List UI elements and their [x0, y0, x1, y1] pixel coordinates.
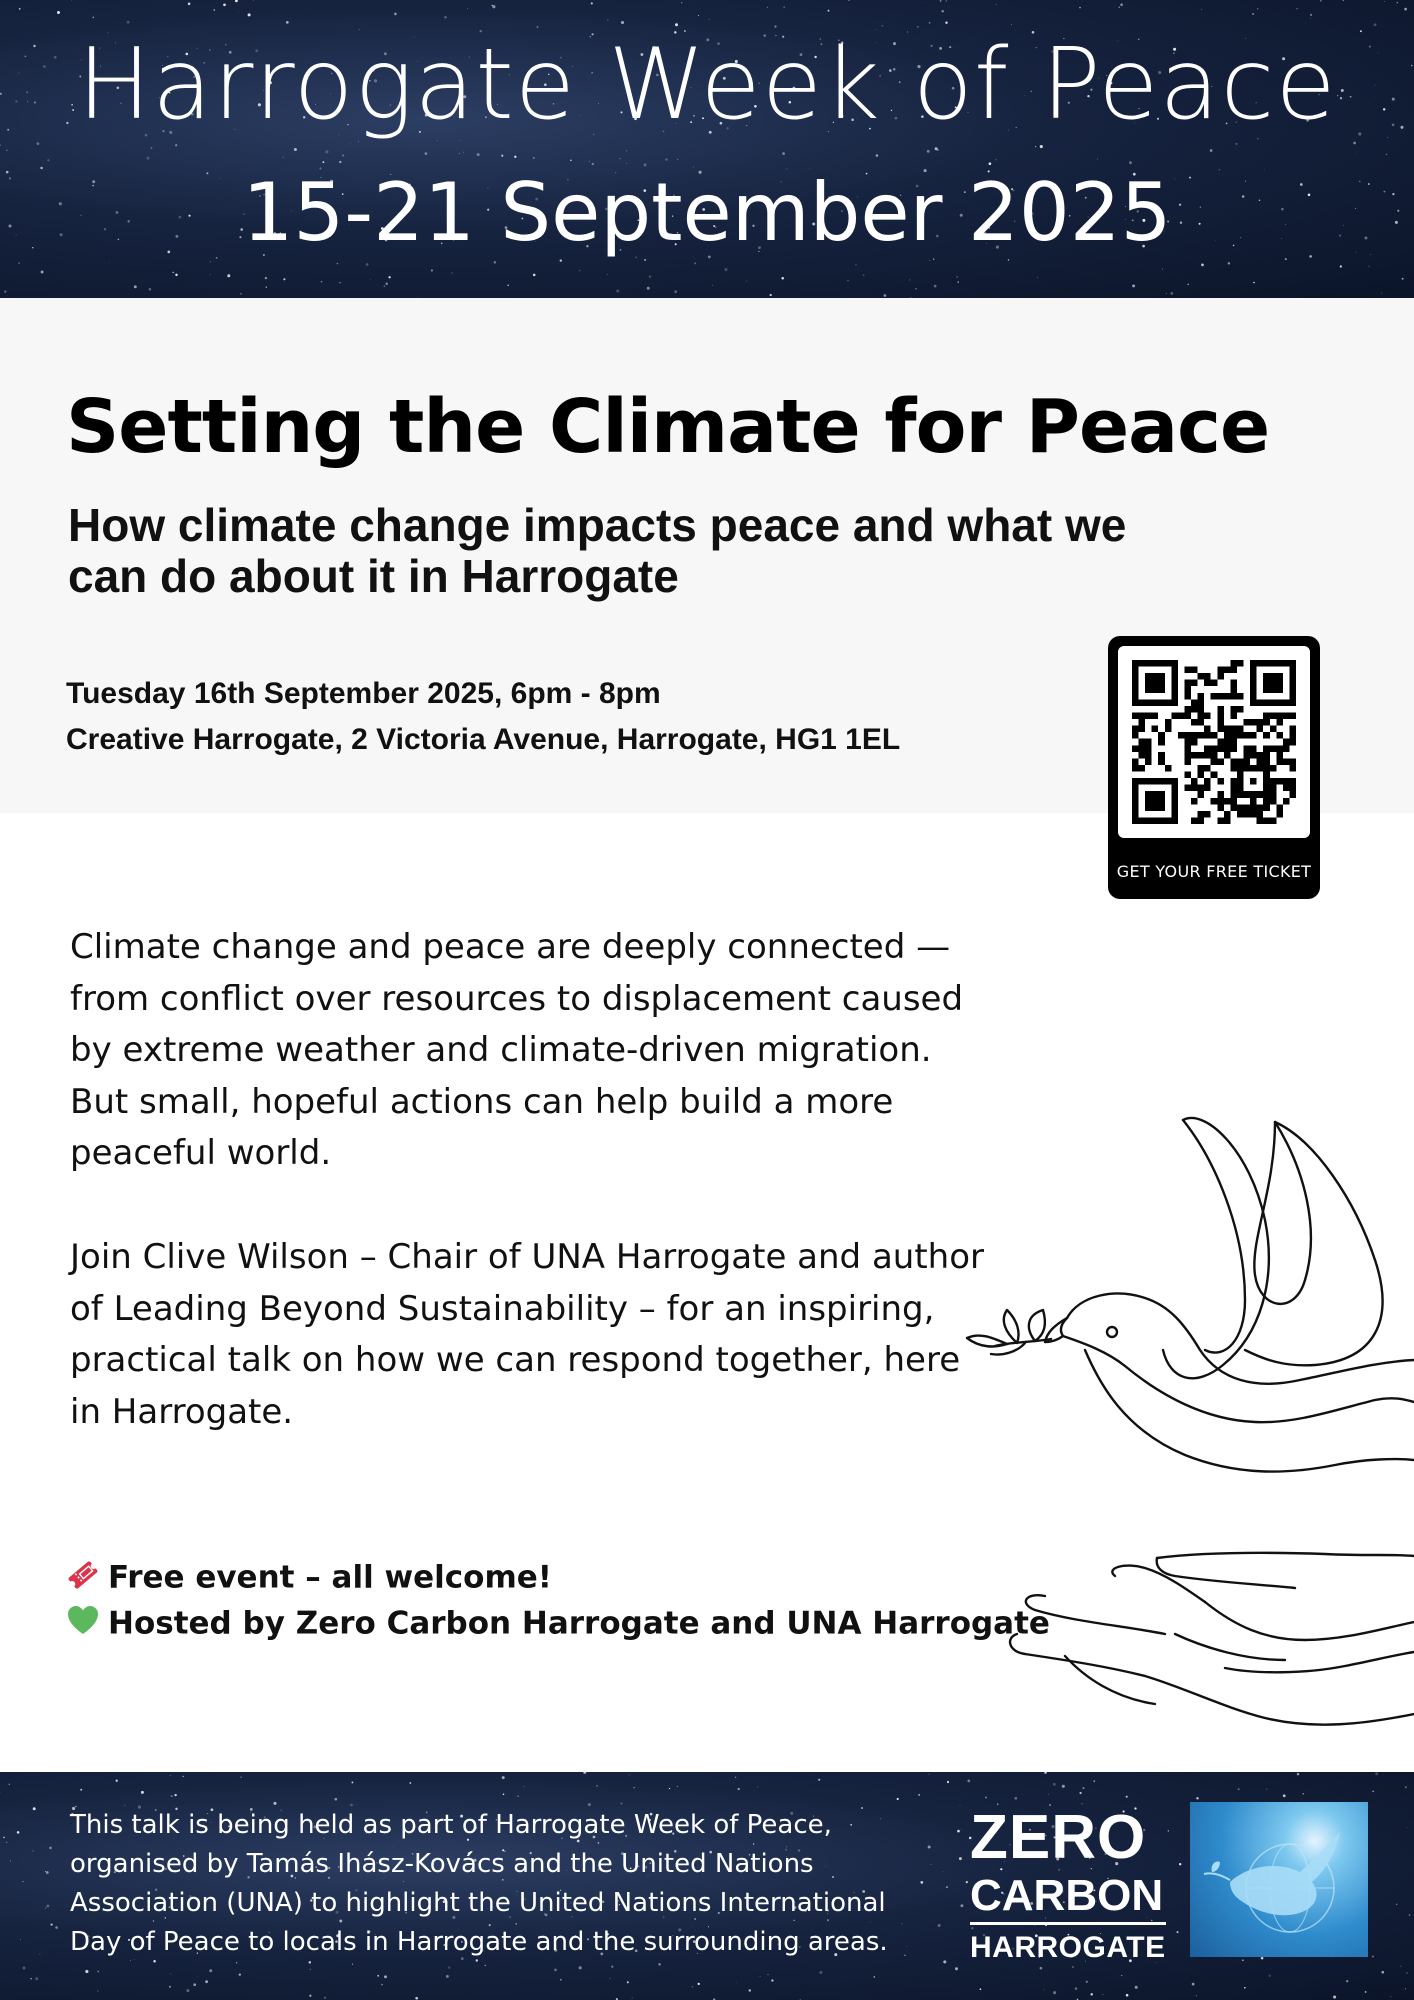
- green-heart-icon: [66, 1604, 100, 1646]
- event-datetime: Tuesday 16th September 2025, 6pm - 8pm: [66, 677, 661, 710]
- dove-globe-icon: [1190, 1802, 1368, 1957]
- logo-line-carbon: CARBON: [970, 1874, 1166, 1925]
- open-hands-illustration: [1005, 1548, 1414, 1728]
- header-banner: [0, 0, 1414, 298]
- event-series-title: Harrogate Week of Peace: [77, 28, 1337, 142]
- qr-code-icon[interactable]: [1118, 646, 1310, 838]
- ticket-caption: GET YOUR FREE TICKET: [1116, 862, 1312, 881]
- feature-hosted-text: Hosted by Zero Carbon Harrogate and UNA Harrogate: [108, 1605, 1050, 1642]
- feature-hosted-by: [66, 1604, 1050, 1646]
- ticket-qr-card[interactable]: [1108, 636, 1320, 899]
- speaker-paragraph: Join Clive Wilson – Chair of UNA Harrogate and author of Leading Beyond Sustainability – for an inspiring, practical talk on how we can respond together, here in Harrogate.: [70, 1237, 984, 1432]
- event-venue: Creative Harrogate, 2 Victoria Avenue, Harrogate, HG1 1EL: [66, 723, 901, 756]
- ticket-icon: [66, 1558, 100, 1600]
- logo-line-harrogate: HARROGATE: [970, 1931, 1166, 1964]
- dove-with-olive-branch-illustration: [955, 1110, 1414, 1490]
- feature-free-event: [66, 1558, 552, 1600]
- feature-free-text: Free event – all welcome!: [108, 1559, 552, 1596]
- event-series-dates: 15-21 September 2025: [242, 166, 1172, 259]
- talk-title: Setting the Climate for Peace: [66, 384, 1270, 470]
- zero-carbon-harrogate-logo: [970, 1803, 1170, 1965]
- footer-note: This talk is being held as part of Harrogate Week of Peace, organised by Tamás Ihász-Kovács and the United Nations Association (UNA) to highlight the United Nations International Day of Peace to locals in Harrogate and the surrounding areas.: [70, 1810, 888, 1957]
- description-paragraph: Climate change and peace are deeply connected — from conflict over resources to displacement caused by extreme weather and climate-driven migration. But small, hopeful actions can help build a more peaceful world.: [70, 927, 964, 1173]
- talk-subtitle: How climate change impacts peace and what we can do about it in Harrogate: [68, 499, 1127, 602]
- logo-line-zero: ZERO: [970, 1803, 1147, 1872]
